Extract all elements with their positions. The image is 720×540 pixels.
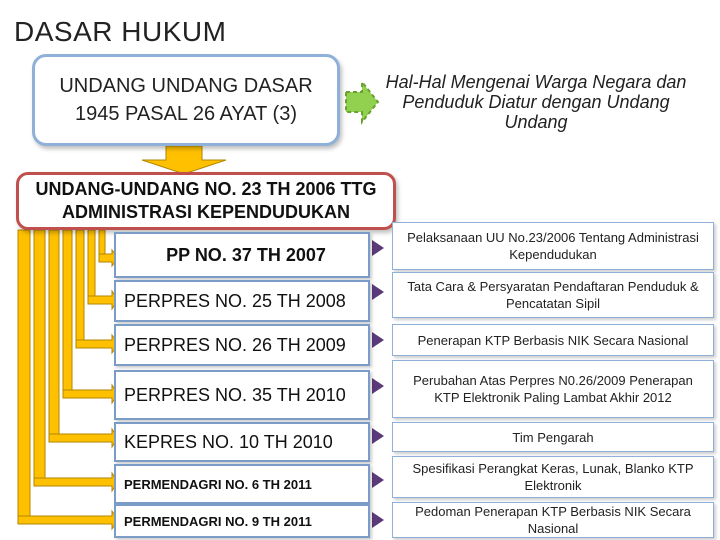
page-title: DASAR HUKUM [14,16,227,47]
description-text: Tim Pengarah [512,429,594,445]
uu23-2006-text: UNDANG-UNDANG NO. 23 TH 2006 TTG ADMINISTRASI KEPENDUDUKAN [35,179,377,222]
regulation-box [114,324,370,366]
regulation-name: PP NO. 37 TH 2007 [166,244,326,265]
green-arrow-icon [346,82,378,122]
regulation-name: PERPRES NO. 25 TH 2008 [124,290,346,311]
hal-hal-box [382,62,690,142]
uu23-2006-box [16,172,396,230]
description-box [392,456,714,498]
regulation-name: PERMENDAGRI NO. 6 TH 2011 [124,476,312,492]
hal-hal-text: Hal-Hal Mengenai Warga Negara dan Penduduk Diatur dengan Undang Undang [385,72,687,132]
description-box [392,360,714,418]
description-text: Penerapan KTP Berbasis NIK Secara Nasional [417,332,689,348]
yellow-down-arrow-icon [142,146,226,174]
regulation-name: PERPRES NO. 26 TH 2009 [124,334,346,355]
description-box [392,502,714,538]
description-text: Spesifikasi Perangkat Keras, Lunak, Blanko KTP Elektronik [412,461,694,493]
description-box [392,272,714,318]
uud-1945-text: UNDANG UNDANG DASAR 1945 PASAL 26 AYAT (3) [59,75,313,125]
regulation-name: KEPRES NO. 10 TH 2010 [124,431,333,452]
regulation-box [114,280,370,322]
description-text: Tata Cara & Persyaratan Pendaftaran Penduduk & Pencatatan Sipil [407,279,699,311]
description-text: Pelaksanaan UU No.23/2006 Tentang Administrasi Kependudukan [407,230,699,262]
regulation-box [114,232,370,278]
purple-arrows [372,240,384,528]
regulation-box [114,370,370,420]
regulation-name: PERPRES NO. 35 TH 2010 [124,384,346,405]
regulation-box [114,464,370,504]
regulation-box [114,504,370,538]
regulation-name: PERMENDAGRI NO. 9 TH 2011 [124,513,312,529]
description-text: Perubahan Atas Perpres N0.26/2009 Penerapan KTP Elektronik Paling Lambat Akhir 2012 [413,373,693,405]
yellow-tree-connectors [18,230,118,529]
description-text: Pedoman Penerapan KTP Berbasis NIK Secara Nasional [415,504,691,536]
description-box [392,324,714,356]
description-box [392,422,714,452]
uud-1945-box [32,54,340,146]
description-box [392,222,714,270]
regulation-box [114,422,370,462]
